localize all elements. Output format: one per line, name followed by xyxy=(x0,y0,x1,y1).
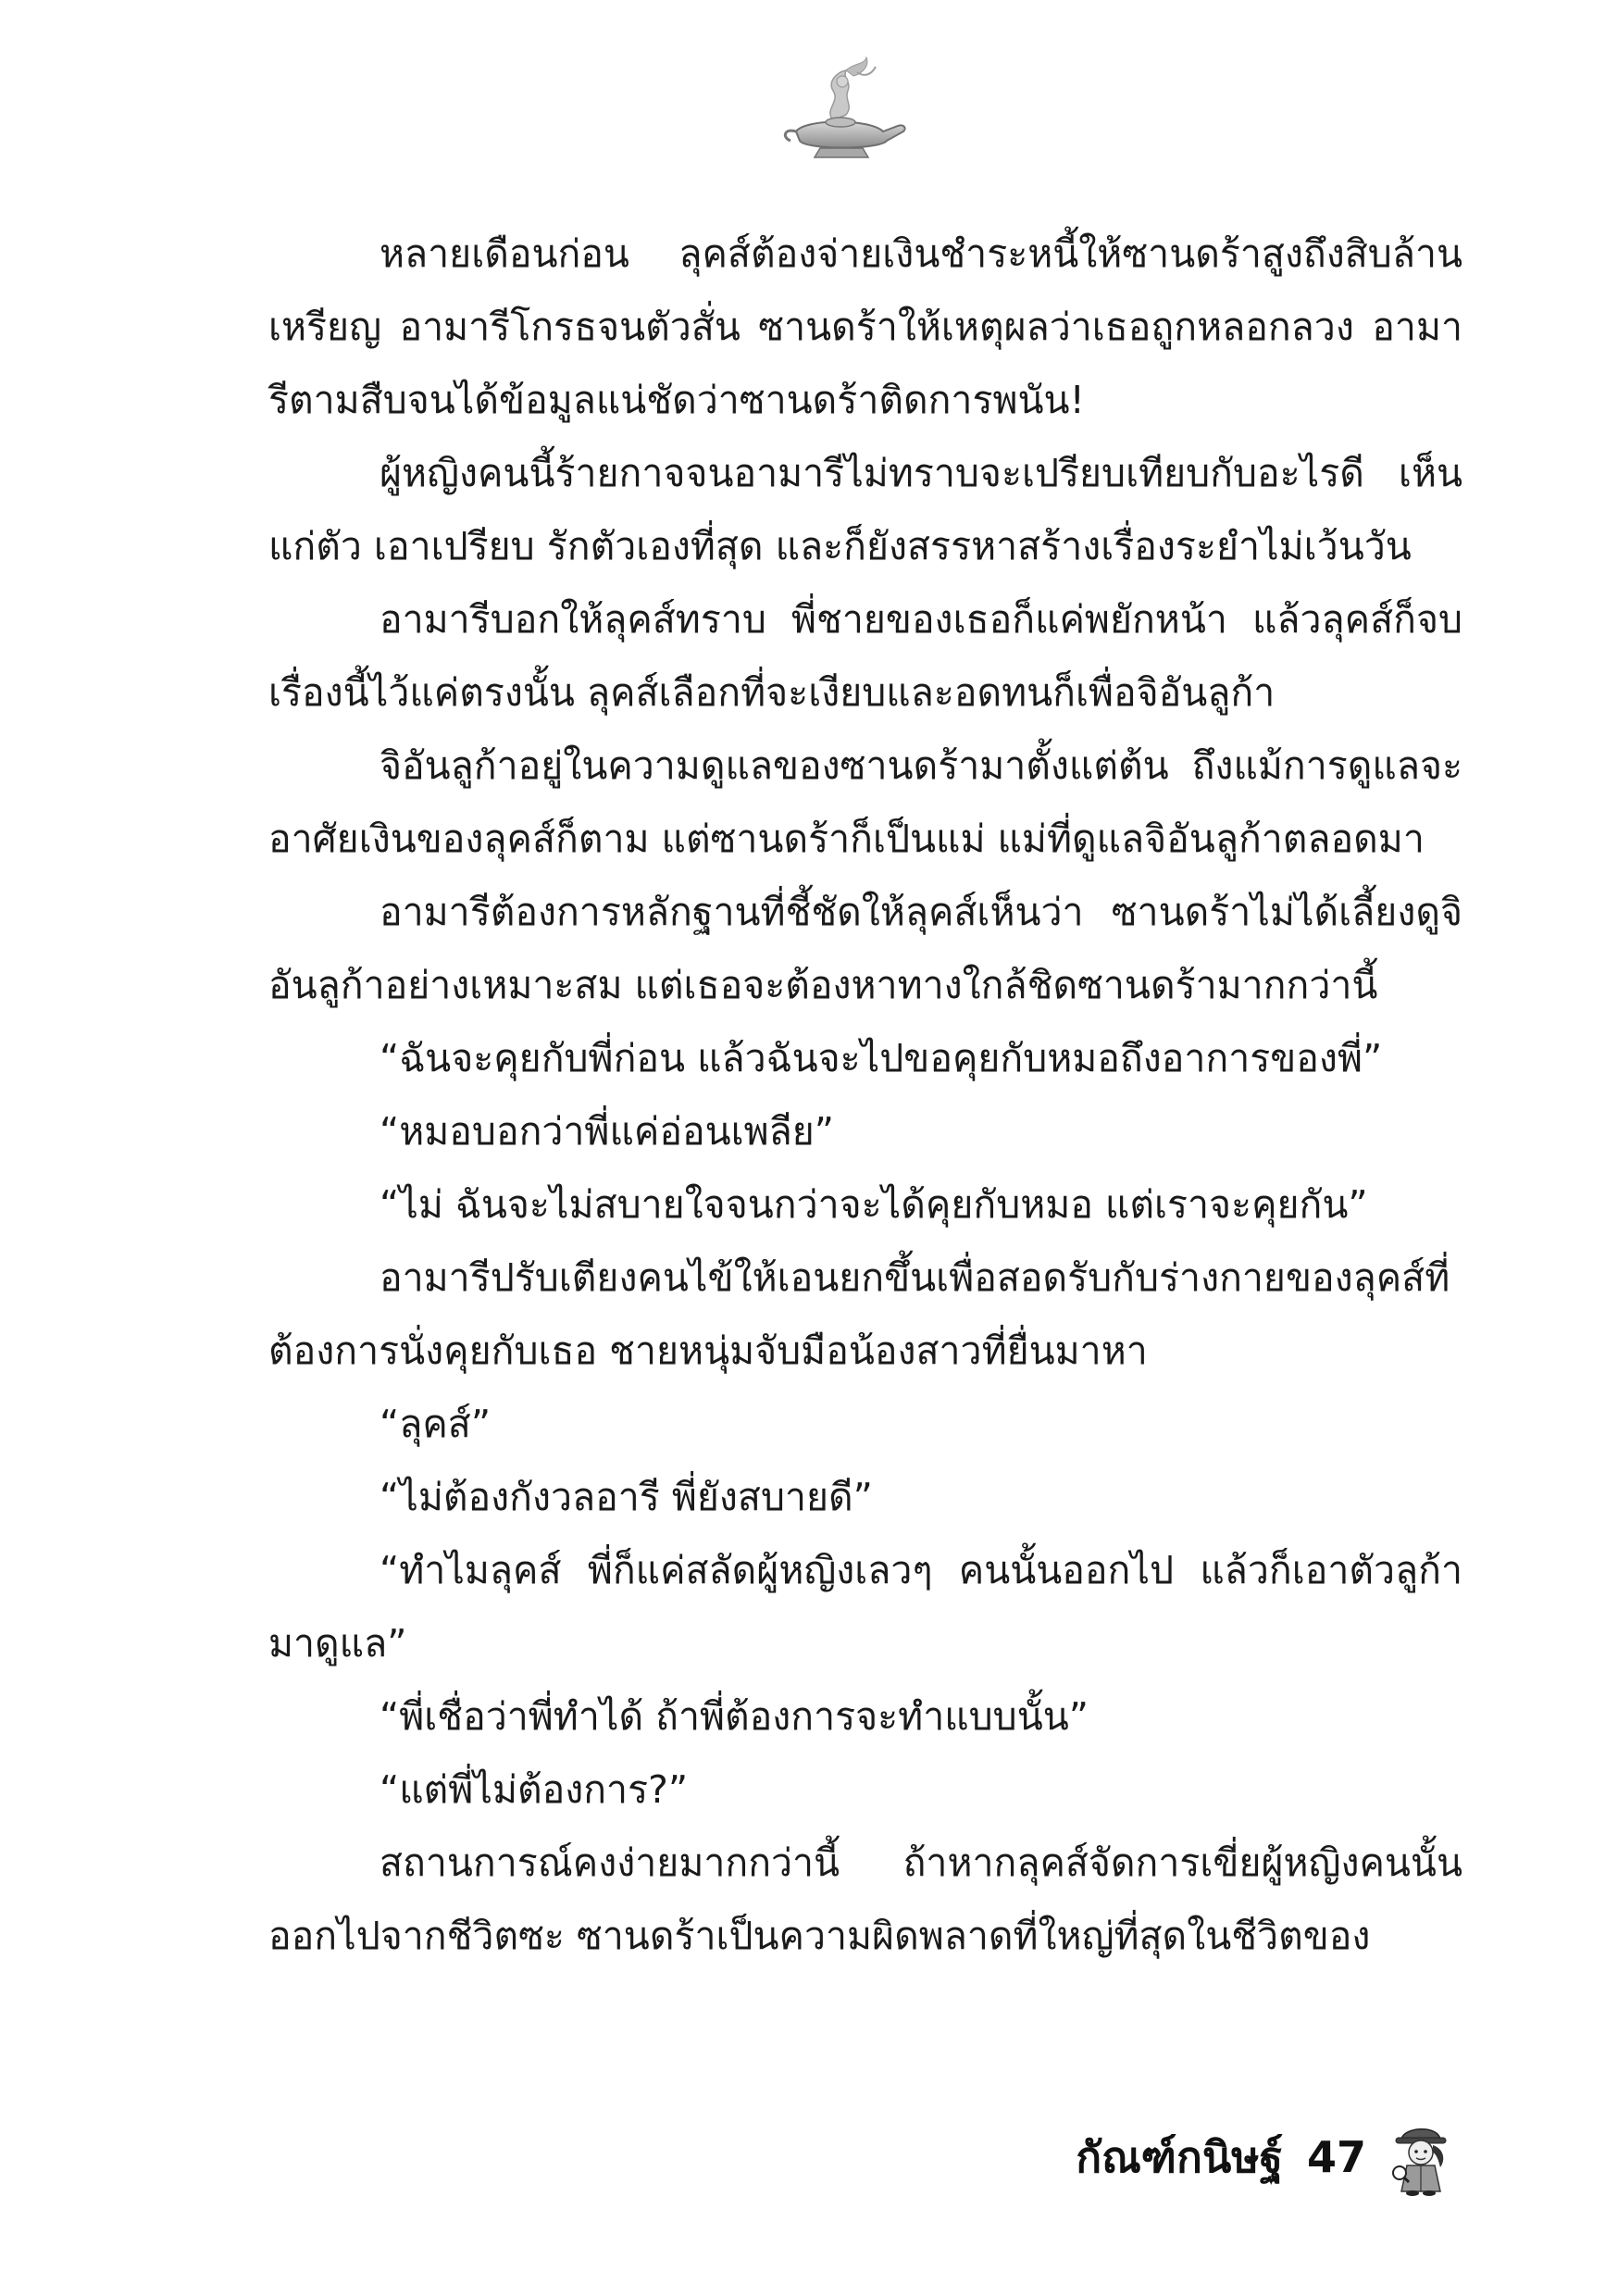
paragraph: สถานการณ์คงง่ายมากกว่านี้ ถ้าหากลุคส์จัดการเขี่ยผู้หญิงคนนั้นออกไปจากชีวิตซะ ซานดร้าเป็นความผิดพลาดที่ใหญ่ที่สุดในชีวิตของ xyxy=(268,1841,1462,1958)
paragraph: อามารีปรับเตียงคนไข้ให้เอนยกขึ้นเพื่อสอดรับกับร่างกายของลุคส์ที่ต้องการนั่งคุยกับเธอ ชายหนุ่มจับมือน้องสาวที่ยื่นมาหา xyxy=(268,1255,1450,1373)
dialogue-line: “ลุคส์” xyxy=(380,1402,492,1446)
page-footer xyxy=(1076,2115,1451,2199)
paragraph: หลายเดือนก่อน ลุคส์ต้องจ่ายเงินชำระหนี้ให้ซานดร้าสูงถึงสิบล้านเหรียญ อามารีโกรธจนตัวสั่น ซานดร้าให้เหตุผลว่าเธอถูกหลอกลวง อามารีตามสืบจนได้ข้อมูลแน่ชัดว่าซานดร้าติดการพนัน! xyxy=(268,231,1462,422)
dialogue-line: “แต่พี่ไม่ต้องการ?” xyxy=(380,1767,689,1812)
detective-mascot-icon xyxy=(1390,2117,1451,2197)
paragraph: จิอันลูก้าอยู่ในความดูแลของซานดร้ามาตั้งแต่ต้น ถึงแม้การดูแลจะอาศัยเงินของลุคส์ก็ตาม แต่ซานดร้าก็เป็นแม่ แม่ที่ดูแลจิอันลูก้าตลอดมา xyxy=(268,743,1462,861)
dialogue-line: “หมอบอกว่าพี่แค่อ่อนเพลีย” xyxy=(380,1109,835,1154)
genie-lamp-icon xyxy=(768,54,916,165)
book-title: กัณฑ์กนิษฐ์ xyxy=(1076,2131,1283,2182)
chapter-body-text xyxy=(268,218,1462,1973)
paragraph: อามารีต้องการหลักฐานที่ชี้ชัดให้ลุคส์เห็นว่า ซานดร้าไม่ได้เลี้ยงดูจิอันลูก้าอย่างเหมาะสม แต่เธอจะต้องหาทางใกล้ชิดซานดร้ามากกว่านี้ xyxy=(268,890,1462,1007)
paragraph: อามารีบอกให้ลุคส์ทราบ พี่ชายของเธอก็แค่พยักหน้า แล้วลุคส์ก็จบเรื่องนี้ไว้แค่ตรงนั้น ลุคส์เลือกที่จะเงียบและอดทนก็เพื่อจิอันลูก้า xyxy=(268,597,1462,715)
dialogue-line: “ไม่ต้องกังวลอารี พี่ยังสบายดี” xyxy=(380,1475,873,1519)
dialogue-line: “ฉันจะคุยกับพี่ก่อน แล้วฉันจะไปขอคุยกับหมอถึงอาการของพี่” xyxy=(380,1036,1383,1080)
paragraph: ผู้หญิงคนนี้ร้ายกาจจนอามารีไม่ทราบจะเปรียบเทียบกับอะไรดี เห็นแก่ตัว เอาเปรียบ รักตัวเองที่สุด และก็ยังสรรหาสร้างเรื่องระยำไม่เว้นวัน xyxy=(268,451,1462,568)
dialogue-line: “ไม่ ฉันจะไม่สบายใจจนกว่าจะได้คุยกับหมอ แต่เราจะคุยกัน” xyxy=(380,1182,1368,1227)
dialogue-line: “พี่เชื่อว่าพี่ทำได้ ถ้าพี่ต้องการจะทำแบบนั้น” xyxy=(380,1694,1089,1739)
dialogue-line: “ทำไมลุคส์ พี่ก็แค่สลัดผู้หญิงเลวๆ คนนั้นออกไป แล้วก็เอาตัวลูก้ามาดูแล” xyxy=(268,1548,1462,1666)
page-number: 47 xyxy=(1306,2132,1366,2182)
